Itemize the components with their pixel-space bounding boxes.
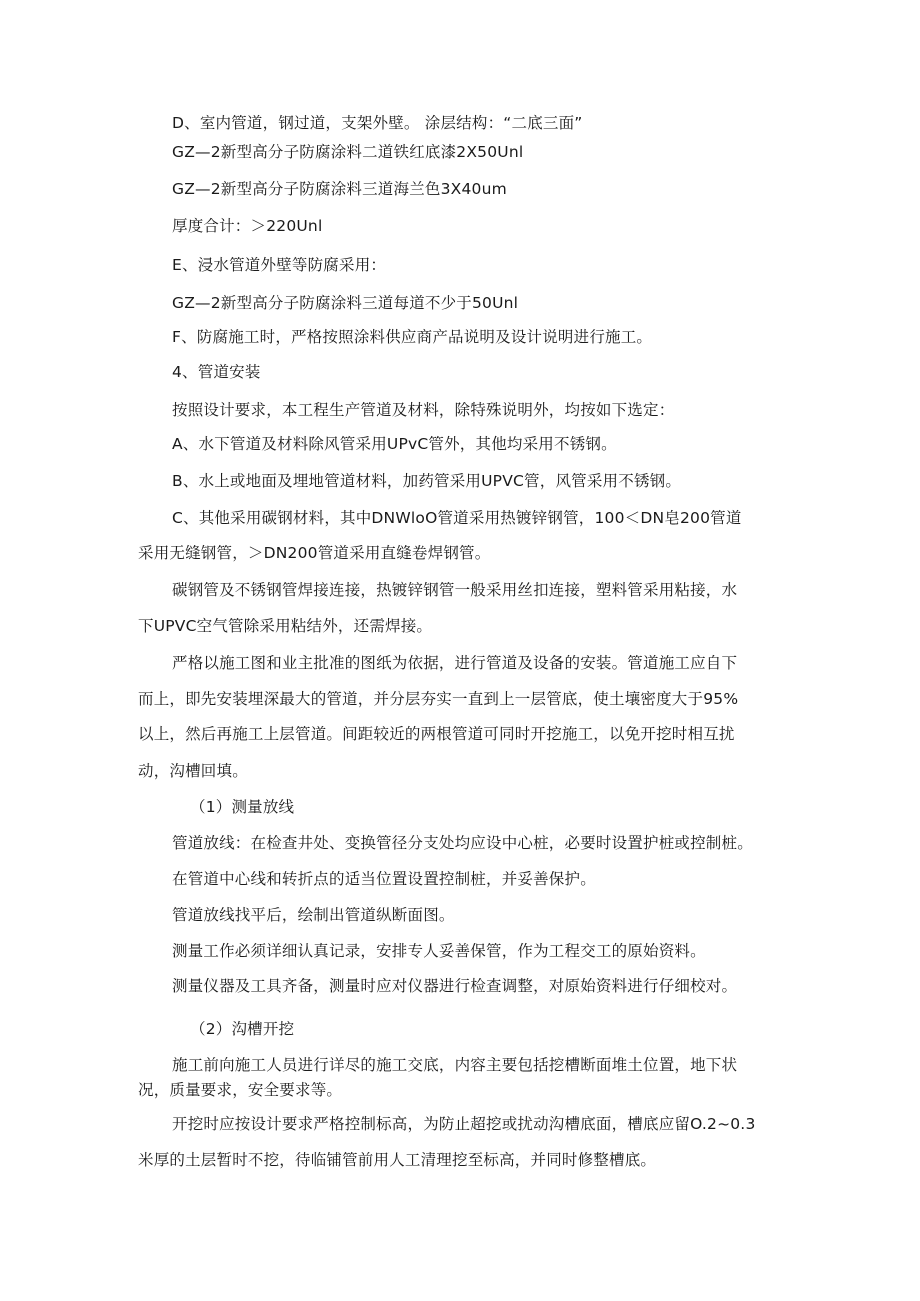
subsection-2-heading: （2）沟槽开挖: [190, 1020, 295, 1038]
welding-paragraph-line1: 碳钢管及不锈钢管焊接连接，热镀锌钢管一般采用丝扣连接，塑料管采用粘接，水: [172, 581, 738, 599]
survey-line-2: 在管道中心线和转折点的适当位置设置控制桩，并妥善保护。: [172, 870, 596, 888]
pipe-selection-intro: 按照设计要求，本工程生产管道及材料，除特殊说明外，均按如下选定：: [172, 401, 675, 419]
item-b-above-ground-pipe: B、水上或地面及埋地管道材料，加药管采用UPVC管，风管采用不锈钢。: [172, 472, 682, 490]
item-f-construction-note: F、防腐施工时，严格按照涂料供应商产品说明及设计说明进行施工。: [172, 328, 653, 346]
trench-paragraph-line1: 施工前向施工人员进行详尽的施工交底，内容主要包括挖槽断面堆土位置，地下状: [172, 1056, 738, 1074]
survey-line-5: 测量仪器及工具齐备，测量时应对仪器进行检查调整，对原始资料进行仔细校对。: [172, 977, 738, 995]
install-paragraph-line1: 严格以施工图和业主批准的图纸为依据，进行管道及设备的安装。管道施工应自下: [172, 654, 738, 672]
trench-paragraph-line2: 况，质量要求，安全要求等。: [138, 1081, 343, 1099]
submerged-coating-spec: GZ—2新型高分子防腐涂料三道每道不少于50Unl: [172, 294, 519, 312]
section-4-heading: 4、管道安装: [172, 363, 261, 381]
item-e-submerged-pipe: E、浸水管道外壁等防腐采用：: [172, 256, 387, 274]
survey-line-4: 测量工作必须详细认真记录，安排专人妥善保管，作为工程交工的原始资料。: [172, 942, 706, 960]
primer-spec-line: GZ—2新型高分子防腐涂料二道铁红底漆2X50Unl: [172, 143, 524, 161]
install-paragraph-line3: 以上，然后再施工上层管道。间距较近的两根管道可同时开挖施工，以免开挖时相互扰: [138, 725, 735, 743]
welding-paragraph-line2: 下UPVC空气管除采用粘结外，还需焊接。: [138, 617, 433, 635]
install-paragraph-line2: 而上，即先安装埋深最大的管道，并分层夯实一直到上一层管底，使土壤密度大于95%: [138, 690, 739, 708]
item-c-carbon-steel-line1: C、其他采用碳钢材料，其中DNWloO管道采用热镀锌钢管，100＜DN皂200管道: [172, 509, 742, 527]
survey-line-3: 管道放线找平后，绘制出管道纵断面图。: [172, 906, 455, 924]
item-c-carbon-steel-line2: 采用无缝钢管，＞DN200管道采用直缝卷焊钢管。: [138, 544, 491, 562]
total-thickness-line: 厚度合计：＞220Unl: [172, 217, 323, 235]
subsection-1-heading: （1）测量放线: [190, 798, 295, 816]
item-d-indoor-pipe-coating: D、室内管道，钢过道，支架外壁。 涂层结构：“二底三面”: [172, 114, 583, 132]
install-paragraph-line4: 动，沟槽回填。: [138, 762, 248, 780]
excavation-paragraph-line1: 开挖时应按设计要求严格控制标高，为防止超挖或扰动沟槽底面，槽底应留O.2~0.3: [172, 1115, 756, 1133]
item-a-underwater-pipe: A、水下管道及材料除风管采用UPvC管外，其他均采用不锈钢。: [172, 435, 617, 453]
excavation-paragraph-line2: 米厚的土层暂时不挖，待临铺管前用人工清理挖至标高，并同时修整槽底。: [138, 1151, 657, 1169]
topcoat-spec-line: GZ—2新型高分子防腐涂料三道海兰色3X40um: [172, 180, 507, 198]
survey-line-1: 管道放线：在检查井处、变换管径分支处均应设中心桩，必要时设置护桩或控制桩。: [172, 834, 753, 852]
